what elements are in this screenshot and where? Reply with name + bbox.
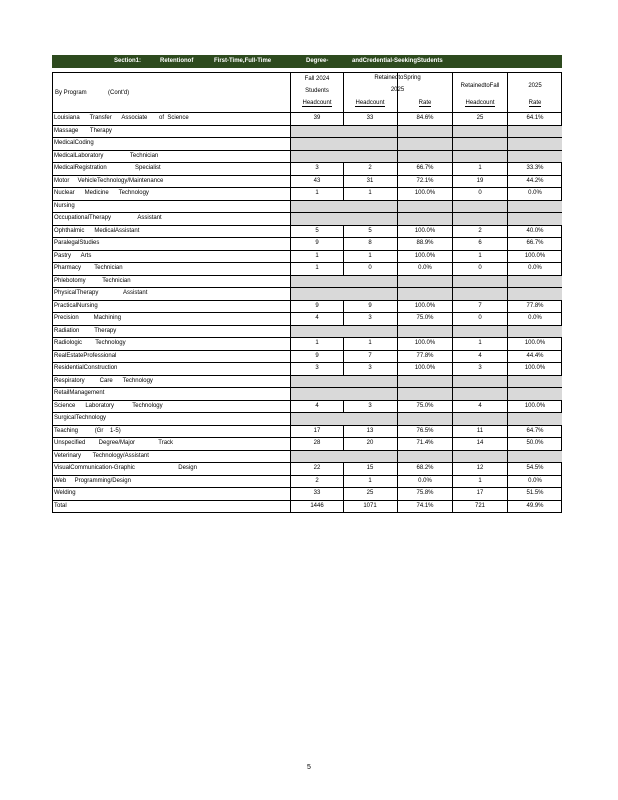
program-label: MedicalLaboratory Technician	[54, 152, 159, 159]
fall-headcount-2025: 7	[478, 302, 482, 309]
spring-rate: 75.0%	[416, 315, 434, 321]
spring-rate: 100.0%	[414, 302, 436, 309]
table-row	[53, 276, 561, 289]
header-spring-headcount: Headcount	[355, 100, 385, 106]
fall-rate-2025	[508, 288, 562, 300]
fall-rate-2025: 50.0%	[526, 440, 544, 446]
banner-section: Section1:	[114, 58, 142, 64]
program-label: OccupationalTherapy Assistant	[54, 215, 162, 221]
table-row	[53, 263, 561, 276]
program-label: Science Laboratory Technology	[54, 402, 163, 409]
program-label: PhysicalTherapy Assistant	[54, 290, 148, 296]
fall-rate-2025: 49.9%	[526, 502, 544, 509]
header-fall-headcount2: Headcount	[465, 100, 495, 106]
spring-headcount: 1	[368, 190, 372, 196]
table-row	[53, 488, 561, 501]
fall-headcount-2025: 17	[476, 490, 484, 496]
fall-headcount: 22	[313, 465, 321, 471]
spring-headcount: 3	[368, 315, 372, 321]
table-row	[53, 113, 561, 126]
spring-headcount	[343, 326, 397, 338]
fall-headcount-2025	[453, 326, 507, 338]
program-label: Teaching (Gr 1-5)	[54, 427, 121, 434]
fall-headcount-2025: 11	[476, 427, 484, 434]
program-label: Ophthalmic MedicalAssistant	[54, 227, 140, 234]
fall-headcount: 5	[315, 227, 319, 234]
program-label: ResidentialConstruction	[54, 365, 118, 371]
fall-rate-2025	[508, 201, 562, 213]
fall-headcount	[291, 213, 343, 225]
fall-headcount: 17	[313, 427, 321, 434]
spring-headcount: 3	[368, 402, 372, 409]
spring-rate	[398, 126, 452, 138]
table-header	[53, 73, 561, 113]
header-spring-year: 2025	[390, 87, 405, 93]
fall-headcount-2025	[453, 376, 507, 388]
spring-rate: 100.0%	[414, 252, 436, 259]
fall-headcount-2025	[453, 126, 507, 138]
fall-headcount-2025: 1	[478, 477, 482, 484]
fall-rate-2025	[508, 326, 562, 338]
spring-headcount	[343, 213, 397, 225]
fall-rate-2025	[508, 451, 562, 463]
fall-headcount-2025	[453, 201, 507, 213]
spring-headcount	[343, 151, 397, 163]
fall-rate-2025: 100.0%	[524, 365, 546, 371]
fall-headcount: 9	[315, 352, 319, 359]
table-row	[53, 438, 561, 451]
spring-headcount: 3	[368, 365, 372, 371]
fall-rate-2025: 0.0%	[528, 477, 542, 484]
fall-rate-2025: 33.3%	[526, 165, 544, 171]
table-row	[53, 163, 561, 176]
fall-headcount: 1	[315, 252, 319, 259]
table-row	[53, 301, 561, 314]
table-row	[53, 463, 561, 476]
program-label: Phlebotomy Technician	[54, 277, 131, 284]
fall-headcount: 28	[313, 440, 321, 446]
fall-headcount-2025: 12	[476, 465, 484, 471]
program-label: Louisiana Transfer Associate of Science	[54, 115, 189, 121]
spring-rate	[398, 151, 452, 163]
fall-headcount	[291, 288, 343, 300]
fall-headcount	[291, 388, 343, 400]
table-row	[53, 413, 561, 426]
spring-headcount: 1	[368, 340, 372, 346]
fall-headcount-2025	[453, 138, 507, 150]
fall-headcount: 4	[315, 402, 319, 409]
spring-headcount	[343, 413, 397, 425]
fall-headcount: 1446	[310, 502, 324, 509]
fall-rate-2025: 100.0%	[524, 340, 546, 346]
spring-headcount	[343, 276, 397, 288]
spring-headcount: 7	[368, 352, 372, 359]
fall-headcount-2025: 0	[478, 190, 482, 196]
retention-table	[52, 72, 562, 513]
table-row	[53, 401, 561, 414]
fall-headcount	[291, 138, 343, 150]
fall-headcount-2025: 1	[478, 165, 482, 171]
fall-headcount	[291, 276, 343, 288]
spring-headcount: 25	[366, 490, 374, 496]
fall-headcount-2025: 25	[476, 115, 484, 121]
fall-headcount	[291, 376, 343, 388]
spring-rate: 72.1%	[416, 177, 434, 184]
spring-rate: 75.0%	[416, 402, 434, 409]
fall-rate-2025	[508, 413, 562, 425]
fall-headcount: 9	[315, 240, 319, 246]
banner-part2: First-Time,Full-Time	[214, 58, 272, 64]
table-row	[53, 126, 561, 139]
spring-rate	[398, 388, 452, 400]
spring-rate: 66.7%	[416, 165, 434, 171]
program-label: PracticalNursing	[54, 302, 98, 309]
fall-headcount-2025: 3	[478, 365, 482, 371]
spring-rate: 75.8%	[416, 490, 434, 496]
table-row	[53, 388, 561, 401]
table-row	[53, 351, 561, 364]
spring-rate: 100.0%	[414, 340, 436, 346]
fall-rate-2025: 40.0%	[526, 227, 544, 234]
fall-headcount	[291, 326, 343, 338]
table-row	[53, 238, 561, 251]
spring-rate	[398, 288, 452, 300]
table-row	[53, 226, 561, 239]
table-row	[53, 138, 561, 151]
fall-headcount-2025: 14	[476, 440, 484, 446]
fall-rate-2025	[508, 213, 562, 225]
fall-rate-2025: 66.7%	[526, 240, 544, 246]
fall-rate-2025: 64.1%	[526, 115, 544, 121]
fall-rate-2025	[508, 138, 562, 150]
program-label: Total	[54, 502, 67, 509]
banner-part1: Retentionof	[160, 58, 194, 64]
fall-headcount-2025: 4	[478, 402, 482, 409]
header-contd: (Cont'd)	[108, 90, 130, 96]
program-label: RealEstateProfessional	[54, 352, 117, 359]
program-label: Web Programming/Design	[54, 477, 131, 484]
fall-rate-2025	[508, 376, 562, 388]
spring-headcount: 33	[366, 115, 374, 121]
spring-rate	[398, 213, 452, 225]
spring-rate: 88.9%	[416, 240, 434, 246]
spring-headcount	[343, 138, 397, 150]
header-fall-rate: Rate	[528, 100, 542, 106]
program-label: SurgicalTechnology	[54, 415, 107, 421]
fall-headcount	[291, 451, 343, 463]
fall-headcount-2025: 6	[478, 240, 482, 246]
table-row	[53, 201, 561, 214]
fall-headcount-2025	[453, 151, 507, 163]
program-label: Precision Machining	[54, 315, 122, 321]
program-label: Massage Therapy	[54, 127, 112, 134]
spring-headcount: 31	[366, 177, 374, 184]
fall-rate-2025: 0.0%	[528, 265, 542, 271]
fall-headcount: 1	[315, 190, 319, 196]
fall-rate-2025: 77.8%	[526, 302, 544, 309]
fall-rate-2025	[508, 126, 562, 138]
spring-rate: 74.1%	[416, 502, 434, 509]
fall-headcount: 39	[313, 115, 321, 121]
table-row	[53, 288, 561, 301]
fall-headcount: 43	[313, 177, 321, 184]
fall-headcount-2025: 721	[474, 502, 485, 509]
program-label: Radiation Therapy	[54, 327, 117, 334]
spring-headcount	[343, 376, 397, 388]
spring-headcount: 9	[368, 302, 372, 309]
fall-headcount: 9	[315, 302, 319, 309]
spring-rate: 77.8%	[416, 352, 434, 359]
program-label: MedicalCoding	[54, 140, 94, 146]
fall-headcount-2025: 4	[478, 352, 482, 359]
spring-rate	[398, 326, 452, 338]
page-number: 5	[307, 764, 311, 771]
program-label: Pharmacy Technician	[54, 265, 123, 271]
table-body	[53, 113, 561, 512]
fall-headcount-2025	[453, 413, 507, 425]
spring-headcount: 1071	[363, 502, 377, 509]
table-row	[53, 326, 561, 339]
spring-rate	[398, 138, 452, 150]
spring-rate	[398, 276, 452, 288]
fall-rate-2025: 0.0%	[528, 315, 542, 321]
table-row	[53, 451, 561, 464]
fall-headcount: 4	[315, 315, 319, 321]
fall-rate-2025: 64.7%	[526, 427, 544, 434]
fall-headcount: 3	[315, 165, 319, 171]
spring-headcount: 15	[366, 465, 374, 471]
fall-rate-2025: 51.5%	[526, 490, 544, 496]
spring-headcount	[343, 388, 397, 400]
table-row	[53, 363, 561, 376]
spring-headcount: 5	[368, 227, 372, 234]
table-row	[53, 188, 561, 201]
header-retained-spring: RetainedtoSpring	[374, 75, 421, 81]
spring-headcount: 1	[368, 477, 372, 484]
header-students: Students	[305, 88, 329, 94]
fall-headcount: 33	[313, 490, 321, 496]
fall-rate-2025: 0.0%	[528, 190, 542, 196]
program-label: Radiologic Technology	[54, 340, 126, 346]
spring-rate: 68.2%	[416, 465, 434, 471]
program-label: VisualCommunication-Graphic Design	[54, 465, 197, 471]
table-row	[53, 338, 561, 351]
fall-rate-2025: 54.5%	[526, 465, 544, 471]
spring-headcount	[343, 288, 397, 300]
table-row	[53, 426, 561, 439]
fall-headcount-2025: 0	[478, 315, 482, 321]
fall-rate-2025: 44.4%	[526, 352, 544, 359]
table-row	[53, 176, 561, 189]
spring-headcount: 20	[366, 440, 374, 446]
header-by-program: By Program	[55, 90, 87, 96]
banner-part3: Degree-	[306, 58, 329, 64]
program-label: RetailManagement	[54, 390, 105, 396]
fall-headcount-2025	[453, 213, 507, 225]
header-fall-headcount: Headcount	[302, 100, 332, 106]
spring-headcount	[343, 126, 397, 138]
spring-headcount	[343, 201, 397, 213]
fall-headcount: 3	[315, 365, 319, 371]
spring-rate: 100.0%	[414, 227, 436, 234]
fall-headcount-2025	[453, 451, 507, 463]
program-label: MedicalRegistration Specialist	[54, 165, 161, 171]
fall-headcount: 2	[315, 477, 319, 484]
fall-headcount	[291, 201, 343, 213]
header-retained-fall: RetainedtoFall	[460, 83, 500, 89]
fall-rate-2025	[508, 388, 562, 400]
table-row	[53, 313, 561, 326]
spring-headcount: 13	[366, 427, 374, 434]
program-label: Veterinary Technology/Assistant	[54, 452, 149, 459]
program-label: Pastry Arts	[54, 252, 92, 259]
program-label: ParalegalStudies	[54, 240, 100, 246]
header-fall-year: 2025	[528, 83, 542, 89]
table-row	[53, 151, 561, 164]
fall-headcount	[291, 126, 343, 138]
fall-headcount-2025: 1	[478, 340, 482, 346]
program-label: Nursing	[54, 202, 75, 209]
spring-headcount: 1	[368, 252, 372, 259]
spring-rate: 100.0%	[414, 365, 436, 371]
fall-headcount: 1	[315, 265, 319, 271]
fall-rate-2025: 44.2%	[526, 177, 544, 184]
banner-part4: andCredential-SeekingStudents	[352, 58, 443, 64]
table-row	[53, 213, 561, 226]
fall-rate-2025: 100.0%	[524, 402, 546, 409]
spring-rate: 71.4%	[416, 440, 434, 446]
spring-headcount: 8	[368, 240, 372, 246]
spring-rate: 0.0%	[418, 477, 432, 484]
spring-headcount: 0	[368, 265, 372, 271]
fall-rate-2025	[508, 276, 562, 288]
fall-headcount	[291, 413, 343, 425]
spring-rate	[398, 376, 452, 388]
table-row	[53, 476, 561, 489]
spring-rate: 76.5%	[416, 427, 434, 434]
fall-headcount: 1	[315, 340, 319, 346]
fall-headcount-2025: 19	[476, 177, 484, 184]
fall-headcount-2025: 0	[478, 265, 482, 271]
table-row	[53, 501, 561, 513]
program-label: Motor VehicleTechnology/Maintenance	[54, 177, 164, 184]
spring-rate: 100.0%	[414, 190, 436, 196]
table-row	[53, 376, 561, 389]
program-label: Nuclear Medicine Technology	[54, 190, 149, 196]
spring-headcount: 2	[368, 165, 372, 171]
fall-headcount-2025	[453, 276, 507, 288]
program-label: Unspecified Degree/Major Track	[54, 440, 174, 446]
header-fall-2024: Fall 2024	[304, 76, 330, 82]
program-label: Respiratory Care Technology	[54, 377, 153, 384]
fall-headcount	[291, 151, 343, 163]
fall-headcount-2025: 1	[478, 252, 482, 259]
table-row	[53, 251, 561, 264]
header-spring-rate: Rate	[418, 100, 432, 106]
program-label: Welding	[54, 490, 76, 496]
section-banner	[52, 55, 562, 68]
fall-headcount-2025: 2	[478, 227, 482, 234]
spring-rate	[398, 201, 452, 213]
spring-headcount	[343, 451, 397, 463]
fall-rate-2025: 100.0%	[524, 252, 546, 259]
fall-headcount-2025	[453, 288, 507, 300]
fall-headcount-2025	[453, 388, 507, 400]
spring-rate	[398, 413, 452, 425]
spring-rate: 84.6%	[416, 115, 434, 121]
spring-rate: 0.0%	[418, 265, 432, 271]
spring-rate	[398, 451, 452, 463]
fall-rate-2025	[508, 151, 562, 163]
